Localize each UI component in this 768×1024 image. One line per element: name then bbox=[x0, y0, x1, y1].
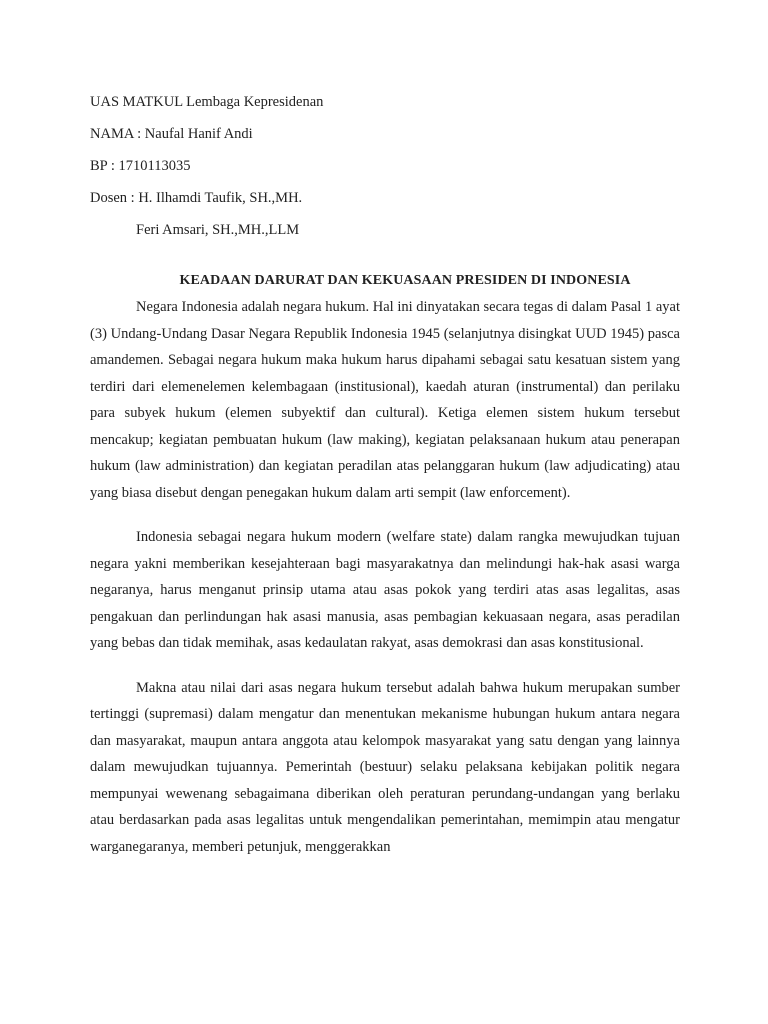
document-title: KEADAAN DARURAT DAN KEKUASAAN PRESIDEN DI INDONESIA bbox=[179, 273, 631, 288]
course-title: UAS MATKUL Lembaga Kepresidenan bbox=[90, 94, 324, 110]
student-name: NAMA : Naufal Hanif Andi bbox=[90, 126, 253, 142]
student-id: BP : 1710113035 bbox=[90, 158, 191, 174]
paragraph-1: Negara Indonesia adalah negara hukum. Hal ini dinyatakan secara tegas di dalam Pasal 1 ayat (3) Undang-Undang Dasar Negara Republik Indonesia 1945 (selanjutnya disingkat UUD 1945) pasca amandemen. Sebagai negara hukum maka hukum harus dipahami sebagai satu kesatuan sistem yang terdiri dari elemenelemen kelembagaan (institusional), kaedah aturan (instrumental) dan perilaku para subyek hukum (elemen subyektif dan cultural). Ketiga elemen sistem hukum tersebut mencakup; kegiatan pembuatan hukum (law making), kegiatan pelaksanaan hukum atau penerapan hukum (law administration) dan kegiatan peradilan atas pelanggaran hukum (law adjudicating) atau yang biasa disebut dengan penegakan hukum dalam arti sempit (law enforcement). bbox=[90, 299, 680, 501]
lecturer-primary: Dosen : H. Ilhamdi Taufik, SH.,MH. bbox=[90, 190, 303, 206]
paragraph-3: Makna atau nilai dari asas negara hukum tersebut adalah bahwa hukum merupakan sumber tertinggi (supremasi) dalam mengatur dan menentukan mekanisme hubungan hukum antara negara dan masyarakat, maupun antara anggota atau kelompok masyarakat yang satu dengan yang lainnya dalam mewujudkan tujuannya. Pemerintah (bestuur) selaku pelaksana kebijakan politik negara mempunyai wewenang sebagaimana diberikan oleh peraturan perundang-undangan yang berlaku atau berdasarkan pada asas legalitas untuk mengendalikan pemerintahan, memimpin atau mengatur warganegaranya, memberi petunjuk, menggerakkan bbox=[90, 679, 680, 855]
paragraph-2: Indonesia sebagai negara hukum modern (welfare state) dalam rangka mewujudkan tujuan negara yakni memberikan kesejahteraan bagi masyarakatnya dan melindungi hak-hak asasi warga negaranya, harus menganut prinsip utama atau asas pokok yang terdiri atas asas legalitas, asas pengakuan dan perlindungan hak asasi manusia, asas pembagian kekuasaan negara, asas peradilan yang bebas dan tidak memihak, asas kedaulatan rakyat, asas demokrasi dan asas konstitusional. bbox=[90, 529, 680, 651]
lecturer-secondary: Feri Amsari, SH.,MH.,LLM bbox=[136, 222, 300, 238]
document-page bbox=[90, 86, 680, 860]
